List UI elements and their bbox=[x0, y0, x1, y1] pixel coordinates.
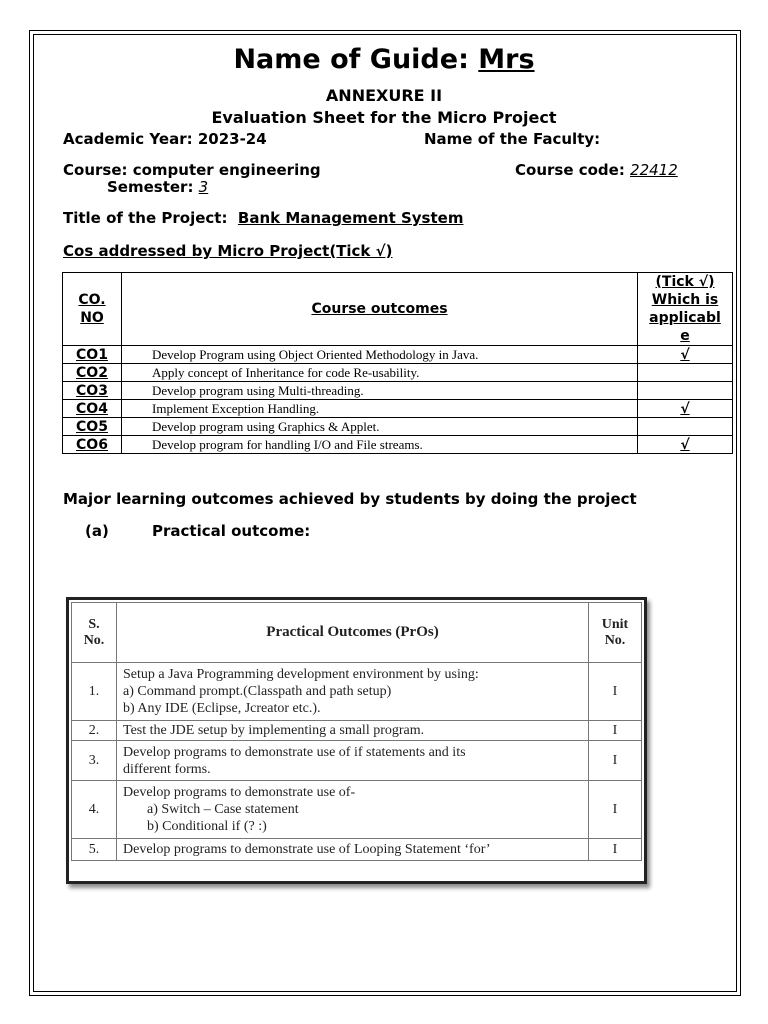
pro-line: Develop programs to demonstrate use of Looping Statement ‘for’ bbox=[123, 842, 491, 857]
pro-sn: 2. bbox=[72, 721, 117, 741]
co-outcome: Develop Program using Object Oriented Methodology in Java. bbox=[122, 346, 638, 364]
pro-line: a) Command prompt.(Classpath and path setup) bbox=[123, 684, 392, 699]
pro-unit: I bbox=[589, 721, 642, 741]
table-row bbox=[63, 382, 733, 400]
pro-table bbox=[71, 602, 642, 861]
co-number: CO5 bbox=[63, 418, 122, 436]
faculty-label: Name of the Faculty: bbox=[424, 130, 601, 148]
header-unit: Unit No. bbox=[589, 603, 642, 663]
semester: Semester: 3 bbox=[107, 178, 209, 196]
course-code-value: 22412 bbox=[630, 161, 678, 179]
header-tick: (Tick √) Which is applicabl e bbox=[638, 273, 733, 346]
co-number: CO3 bbox=[63, 382, 122, 400]
pro-line: Setup a Java Programming development environment by using: bbox=[123, 667, 479, 682]
co-outcome: Apply concept of Inheritance for code Re-usability. bbox=[122, 364, 638, 382]
co-outcome: Implement Exception Handling. bbox=[122, 400, 638, 418]
pro-desc bbox=[117, 721, 589, 741]
course-code: Course code: 22412 bbox=[515, 161, 678, 179]
table-row bbox=[63, 364, 733, 382]
header-co-no: CO. NO bbox=[63, 273, 122, 346]
pro-desc bbox=[117, 741, 589, 781]
pro-line: Test the JDE setup by implementing a small program. bbox=[123, 723, 425, 738]
co-outcome: Develop program using Multi-threading. bbox=[122, 382, 638, 400]
table-row bbox=[63, 400, 733, 418]
annexure-heading: ANNEXURE II bbox=[325, 86, 443, 105]
guide-title: Name of Guide: Mrs bbox=[233, 44, 535, 75]
co-number: CO6 bbox=[63, 436, 122, 454]
header-pros: Practical Outcomes (PrOs) bbox=[117, 603, 589, 663]
course-label: Course: computer engineering bbox=[63, 161, 321, 179]
table-row bbox=[63, 346, 733, 364]
pro-line: b) Any IDE (Eclipse, Jcreator etc.). bbox=[123, 701, 321, 716]
pro-unit: I bbox=[589, 741, 642, 781]
table-row bbox=[63, 436, 733, 454]
co-tick bbox=[638, 364, 733, 382]
co-number: CO2 bbox=[63, 364, 122, 382]
pro-sn: 1. bbox=[72, 663, 117, 721]
practical-outcomes-image bbox=[66, 597, 647, 884]
table-row bbox=[72, 721, 642, 741]
co-tick: √ bbox=[638, 400, 733, 418]
project-title: Bank Management System bbox=[237, 209, 464, 227]
table-row bbox=[72, 741, 642, 781]
semester-value: 3 bbox=[198, 178, 209, 196]
guide-name: Mrs bbox=[478, 44, 535, 75]
pro-unit: I bbox=[589, 663, 642, 721]
pro-unit: I bbox=[589, 839, 642, 861]
co-tick bbox=[638, 382, 733, 400]
outcome-item-text: Practical outcome: bbox=[152, 522, 311, 540]
table-row bbox=[72, 839, 642, 861]
pro-desc bbox=[117, 663, 589, 721]
co-tick: √ bbox=[638, 346, 733, 364]
table-row bbox=[63, 418, 733, 436]
co-number: CO1 bbox=[63, 346, 122, 364]
co-outcome: Develop program for handling I/O and File streams. bbox=[122, 436, 638, 454]
pro-line: b) Conditional if (? :) bbox=[147, 819, 267, 834]
pro-unit: I bbox=[589, 781, 642, 839]
pro-desc bbox=[117, 781, 589, 839]
pro-line: different forms. bbox=[123, 761, 211, 777]
co-tick: √ bbox=[638, 436, 733, 454]
header-sno: S. No. bbox=[72, 603, 117, 663]
header-course-outcomes: Course outcomes bbox=[122, 273, 638, 346]
table-row bbox=[72, 781, 642, 839]
academic-year: Academic Year: 2023-24 bbox=[63, 130, 267, 148]
outcomes-heading: Major learning outcomes achieved by students by doing the project bbox=[63, 490, 637, 508]
sheet-title: Evaluation Sheet for the Micro Project bbox=[211, 108, 557, 127]
pro-line: Develop programs to demonstrate use of- bbox=[123, 785, 356, 800]
co-tick bbox=[638, 418, 733, 436]
co-number: CO4 bbox=[63, 400, 122, 418]
co-outcome: Develop program using Graphics & Applet. bbox=[122, 418, 638, 436]
pro-line: Develop programs to demonstrate use of if statements and its bbox=[123, 744, 466, 760]
co-table-header bbox=[63, 273, 733, 346]
pro-sn: 5. bbox=[72, 839, 117, 861]
co-table bbox=[62, 272, 733, 454]
table-row bbox=[72, 663, 642, 721]
pro-sn: 3. bbox=[72, 741, 117, 781]
cos-heading: Cos addressed by Micro Project(Tick √) bbox=[63, 242, 393, 260]
project-title-row: Title of the Project: Bank Management System bbox=[63, 209, 464, 227]
pro-line: a) Switch – Case statement bbox=[147, 802, 299, 817]
pro-table-header bbox=[72, 603, 642, 663]
outcome-item-label: (a) bbox=[85, 522, 109, 540]
pro-desc bbox=[117, 839, 589, 861]
pro-sn: 4. bbox=[72, 781, 117, 839]
